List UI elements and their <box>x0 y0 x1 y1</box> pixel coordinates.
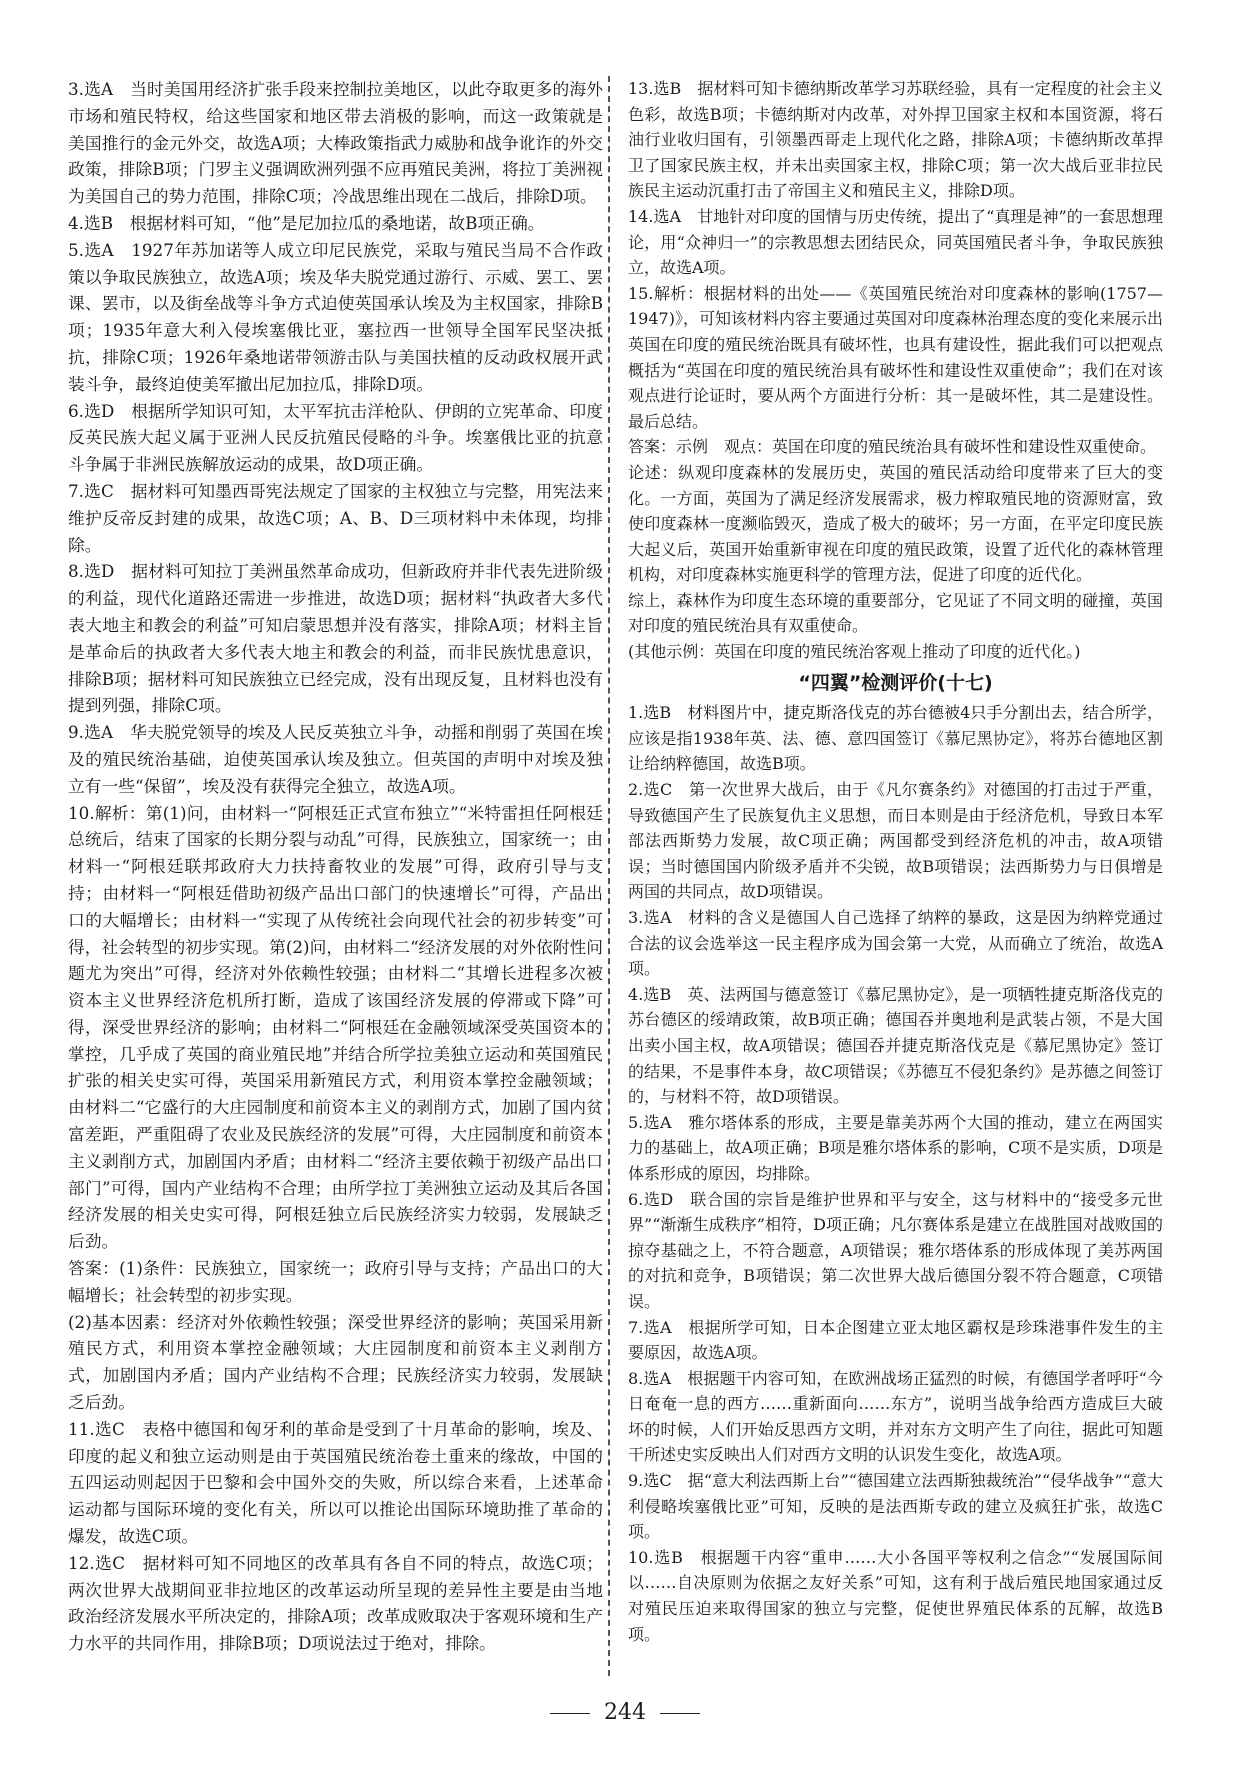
test-item-7: 7.选A 根据所学可知，日本企图建立亚太地区霸权是珍珠港事件发生的主要原因，故选A项。 <box>628 1317 1163 1363</box>
answer-item-3: 3.选A 当时美国用经济扩张手段来控制拉美地区，以此夺取更多的海外市场和殖民特权，给这些国家和地区带去消极的影响，而这一政策就是美国推行的金元外交，故选A项；大棒政策指武力威胁和战争讹诈的外交政策，排除B项；门罗主义强调欧洲列强不应再殖民美洲，将拉丁美洲视为美国自己的势力范围，排除C项；冷战思维出现在二战后，排除D项。 <box>68 79 603 207</box>
answer-item-15-analysis: 15.解析：根据材料的出处——《英国殖民统治对印度森林的影响(1757—1947)》，可知该材料内容主要通过英国对印度森林治理态度的变化来展示出英国在印度的殖民统治既具有破坏性，也具有建设性，据此我们可以把观点概括为“英国在印度的殖民统治具有破坏性和建设性双重使命”；我们在对该观点进行论证时，要从两个方面进行分析：其一是破坏性，其二是建设性。最后总结。 <box>628 283 1163 431</box>
test-item-6: 6.选D 联合国的宗旨是维护世界和平与安全，这与材料中的“接受多元世界”“渐渐生成秩序”相符，D项正确；凡尔赛体系是建立在战胜国对战败国的掠夺基础之上，不符合题意，A项错误；雅尔塔体系的形成体现了美苏两国的对抗和竞争，B项错误；第二次世界大战后德国分裂不符合题意，C项错误。 <box>628 1189 1163 1311</box>
answer-item-4: 4.选B 根据材料可知，“他”是尼加拉瓜的桑地诺，故B项正确。 <box>68 212 545 233</box>
answer-item-5: 5.选A 1927年苏加诺等人成立印尼民族党，采取与殖民当局不合作政策以争取民族独立，故选A项；埃及华夫脱党通过游行、示威、罢工、罢课、罢市，以及街垒战等斗争方式迫使英国承认埃及为主权国家，排除B项；1935年意大利入侵埃塞俄比亚，塞拉西一世领导全国军民坚决抵抗，排除C项；1926年桑地诺带领游击队与美国扶植的反动政权展开武装斗争，最终迫使美军撤出尼加拉瓜，排除D项。 <box>68 239 603 394</box>
footer-dash-left <box>550 1713 590 1714</box>
column-divider <box>608 76 610 1676</box>
answer-item-10-answer-2: (2)基本因素：经济对外依赖性较强；深受世界经济的影响；英国采用新殖民方式，利用资本掌控金融领域；大庄园制度和前资本主义剥削方式，加剧国内矛盾；国内产业结构不合理；民族经济实力较弱，发展缺乏后劲。 <box>68 1311 603 1413</box>
answer-item-15-answer: 答案：示例 观点：英国在印度的殖民统治具有破坏性和建设性双重使命。 <box>628 437 1157 457</box>
answer-item-9: 9.选A 华夫脱党领导的埃及人民反英独立斗争，动摇和削弱了英国在埃及的殖民统治基础，迫使英国承认埃及独立。但英国的声明中对埃及独立有一些“保留”，埃及没有获得完全独立，故选A项。 <box>68 722 603 796</box>
test-item-9: 9.选C 据“意大利法西斯上台”“德国建立法西斯独裁统治”“侵华战争”“意大利侵略埃塞俄比亚”可知，反映的是法西斯专政的建立及疯狂扩张，故选C项。 <box>628 1471 1163 1542</box>
test-item-4: 4.选B 英、法两国与德意签订《慕尼黑协定》，是一项牺牲捷克斯洛伐克的苏台德区的绥靖政策，故B项正确；德国吞并奥地利是武装占领，不是大国出卖小国主权，故A项错误；德国吞并捷克斯洛伐克是《慕尼黑协定》签订的结果，不是事件本身，故C项错误；《苏德互不侵犯条约》是苏德之间签订的，与材料不符，故D项错误。 <box>628 984 1163 1107</box>
answer-item-15-other: (其他示例：英国在印度的殖民统治客观上推动了印度的近代化。) <box>628 642 1081 662</box>
left-column <box>68 76 603 1657</box>
answer-item-15-summary: 综上，森林作为印度生态环境的重要部分，它见证了不同文明的碰撞，英国对印度的殖民统治具有双重使命。 <box>628 590 1163 636</box>
answer-item-14: 14.选A 甘地针对印度的国情与历史传统，提出了“真理是神”的一套思想理论，用“众神归一”的宗教思想去团结民众，同英国殖民者斗争，争取民族独立，故选A项。 <box>628 206 1163 278</box>
test-item-2: 2.选C 第一次世界大战后，由于《凡尔赛条约》对德国的打击过于严重，导致德国产生了民族复仇主义思想，而日本则是由于经济危机，导致日本军部法西斯势力发展，故C项正确；两国都受到经济危机的冲击，故A项错误；当时德国国内阶级矛盾并不尖锐，故B项错误；法西斯势力与日俱增是两国的共同点，故D项错误。 <box>628 780 1163 902</box>
right-column <box>628 76 1163 1647</box>
answer-item-8: 8.选D 据材料可知拉丁美洲虽然革命成功，但新政府并非代表先进阶级的利益，现代化道路还需进一步推进，故选D项；据材料“执政者大多代表大地主和教会的利益”可知启蒙思想并没有落实，排除A项；材料主旨是革命后的执政者大多代表大地主和教会的利益，而非民族忧患意识，排除B项；据材料可知民族独立已经完成，没有出现反复，且材料也没有提到列强，排除C项。 <box>68 561 603 716</box>
test-item-5: 5.选A 雅尔塔体系的形成，主要是靠美苏两个大国的推动，建立在两国实力的基础上，故A项正确；B项是雅尔塔体系的影响，C项不是实质，D项是体系形成的原因，均排除。 <box>628 1112 1163 1183</box>
footer-dash-right <box>660 1713 700 1714</box>
answer-item-10-answer-1: 答案：(1)条件：民族独立，国家统一；政府引导与支持；产品出口的大幅增长；社会转型的初步实现。 <box>68 1258 603 1305</box>
test-item-10: 10.选B 根据题干内容“重申……大小各国平等权利之信念”“发展国际间以……自决原则为依据之友好关系”可知，这有利于战后殖民地国家通过反对殖民压迫来取得国家的独立与完整，促使世界殖民体系的瓦解，故选B项。 <box>628 1547 1163 1644</box>
answer-item-15-argument: 论述：纵观印度森林的发展历史，英国的殖民活动给印度带来了巨大的变化。一方面，英国为了满足经济发展需求，极力榨取殖民地的资源财富，致使印度森林一度濒临毁灭，造成了极大的破坏；另一方面，在平定印度民族大起义后，英国开始重新审视在印度的殖民政策，设置了近代化的森林管理机构，对印度森林实施更科学的管理方法，促进了印度的近代化。 <box>628 462 1163 585</box>
answer-item-7: 7.选C 据材料可知墨西哥宪法规定了国家的主权独立与完整，用宪法来维护反帝反封建的成果，故选C项；A、B、D三项材料中未体现，均排除。 <box>68 480 603 555</box>
answer-item-12: 12.选C 据材料可知不同地区的改革具有各自不同的特点，故选C项；两次世界大战期间亚非拉地区的改革运动所呈现的差异性主要是由当地政治经济发展水平所决定的，排除A项；改革成败取决于客观环境和生产力水平的共同作用，排除B项；D项说法过于绝对，排除。 <box>68 1552 603 1654</box>
page-number: 244 <box>604 1700 646 1725</box>
answer-item-10-analysis: 10.解析：第(1)问，由材料一“阿根廷正式宣布独立”“米特雷担任阿根廷总统后，结束了国家的长期分裂与动乱”可得，民族独立，国家统一；由材料一“阿根廷联邦政府大力扶持畜牧业的发展”可得，政府引导与支持；由材料一“阿根廷借助初级产品出口部门的快速增长”可得，产品出口的大幅增长；由材料一“实现了从传统社会向现代社会的初步转变”可得，社会转型的初步实现。第(2)问，由材料二“经济发展的对外依附性问题尤为突出”可得，经济对外依赖性较强；由材料二“其增长进程多次被资本主义世界经济危机所打断，造成了该国经济发展的停滞或下降”可得，深受世界经济的影响；由材料二“阿根廷在金融领域深受英国资本的掌控，几乎成了英国的商业殖民地”并结合所学拉美独立运动和英国殖民扩张的相关史实可得，英国采用新殖民方式，利用资本掌控金融领域；由材料二“它盛行的大庄园制度和前资本主义的剥削方式，加剧了国内贫富差距，严重阻碍了农业及民族经济的发展”可得，大庄园制度和前资本主义剥削方式，加剧国内矛盾；由材料二“经济主要依赖于初级产品出口部门”可得，国内产业结构不合理；由所学拉丁美洲独立运动及其后各国经济发展的相关史实可得，阿根廷独立后民族经济实力较弱，发展缺乏后劲。 <box>68 802 603 1252</box>
answer-item-13: 13.选B 据材料可知卡德纳斯改革学习苏联经验，具有一定程度的社会主义色彩，故选B项；卡德纳斯对内改革，对外捍卫国家主权和本国资源，将石油行业收归国有，引领墨西哥走上现代化之路，排除A项；卡德纳斯改革捍卫了国家民族主权，并未出卖国家主权，排除C项；第一次大战后亚非拉民族民主运动沉重打击了帝国主义和殖民主义，排除D项。 <box>628 79 1163 201</box>
answer-item-11: 11.选C 表格中德国和匈牙利的革命是受到了十月革命的影响，埃及、印度的起义和独立运动则是由于英国殖民统治卷土重来的缘故，中国的五四运动则起因于巴黎和会中国外交的失败，所以综合来看，上述革命运动都与国际环境的变化有关，所以可以推论出国际环境助推了革命的爆发，故选C项。 <box>68 1418 603 1547</box>
test-item-1: 1.选B 材料图片中，捷克斯洛伐克的苏台德被4只手分割出去，结合所学，应该是指1938年英、法、德、意四国签订《慕尼黑协定》，将苏台德地区割让给纳粹德国，故选B项。 <box>628 703 1163 774</box>
page-footer <box>0 1700 1250 1725</box>
answer-item-6: 6.选D 根据所学知识可知，太平军抗击洋枪队、伊朗的立宪革命、印度反英民族大起义属于亚洲人民反抗殖民侵略的斗争。埃塞俄比亚的抗意斗争属于非洲民族解放运动的成果，故D项正确。 <box>68 400 603 475</box>
test-item-8: 8.选A 根据题干内容可知，在欧洲战场正猛烈的时候，有德国学者呼吁“今日奄奄一息的西方……重新面向……东方”，说明当战争给西方造成巨大破坏的时候，人们开始反思西方文明，并对东方文明产生了向往，据此可知题干所述史实反映出人们对西方文明的认识发生变化，故选A项。 <box>628 1368 1163 1465</box>
test-item-3: 3.选A 材料的含义是德国人自己选择了纳粹的暴政，这是因为纳粹党通过合法的议会选举这一民主程序成为国会第一大党，从而确立了统治，故选A项。 <box>628 908 1163 979</box>
section-title: “四翼”检测评价(十七) <box>798 671 993 694</box>
